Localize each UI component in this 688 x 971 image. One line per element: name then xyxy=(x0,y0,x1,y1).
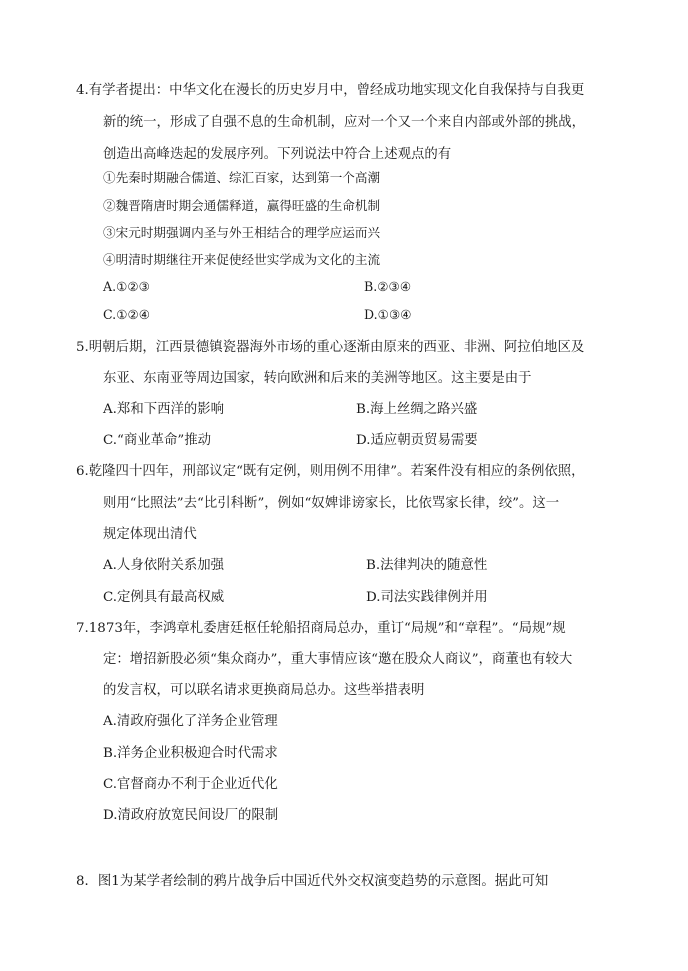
q7-option-c: C.官督商办不利于企业近代化 xyxy=(103,777,278,792)
q4-stem-line-1: 4.有学者提出：中华文化在漫长的历史岁月中，曾经成功地实现文化自我保持与自我更 xyxy=(76,83,585,98)
q4-option-a: A.①②③ xyxy=(103,279,150,294)
q4-stem-line-3: 创造出高峰迭起的发展序列。下列说法中符合上述观点的有 xyxy=(103,147,452,162)
q4-option-c: C.①②④ xyxy=(103,307,151,322)
q5-option-a: A.郑和下西洋的影响 xyxy=(103,402,225,417)
q6-stem-line-1: 6.乾隆四十四年，刑部议定“既有定例，则用例不用律”。若案件没有相应的条例依照， xyxy=(76,464,585,479)
q4-item-3: ③宋元时期强调内圣与外王相结合的理学应运而兴 xyxy=(103,225,381,240)
q4-item-1: ①先秦时期融合儒道、综汇百家，达到第一个高潮 xyxy=(103,170,381,185)
q6-stem-line-3: 规定体现出清代 xyxy=(103,527,197,542)
q4-item-2: ②魏晋隋唐时期会通儒释道，赢得旺盛的生命机制 xyxy=(103,198,381,213)
q5-option-c: C.“商业革命”推动 xyxy=(103,433,212,448)
q5-option-d: D.适应朝贡贸易需要 xyxy=(356,433,478,448)
q6-option-d: D.司法实践律例并用 xyxy=(366,590,488,605)
q6-option-c: C.定例具有最高权威 xyxy=(103,590,225,605)
q4-stem-line-2: 新的统一，形成了自强不息的生命机制，应对一个又一个来自内部或外部的挑战， xyxy=(103,115,586,130)
q5-stem-line-1: 5.明朝后期，江西景德镇瓷器海外市场的重心逐渐由原来的西亚、非洲、阿拉伯地区及 xyxy=(76,340,585,355)
q4-item-4: ④明清时期继往开来促使经世实学成为文化的主流 xyxy=(103,252,381,267)
q6-option-a: A.人身依附关系加强 xyxy=(103,558,225,573)
q5-stem-line-2: 东亚、东南亚等周边国家，转向欧洲和后来的美洲等地区。这主要是由于 xyxy=(103,371,532,386)
q7-stem-line-3: 的发言权，可以联名请求更换商局总办。这些举措表明 xyxy=(103,683,425,698)
q7-option-d: D.清政府放宽民间设厂的限制 xyxy=(103,808,279,823)
q5-option-b: B.海上丝绸之路兴盛 xyxy=(356,402,478,417)
q7-stem-line-1: 7.1873年，李鸿章札委唐廷枢任轮船招商局总办，重订“局规”和“章程”。“局规”规 xyxy=(76,621,566,636)
q7-option-a: A.清政府强化了洋务企业管理 xyxy=(103,714,278,729)
q6-option-b: B.法律判决的随意性 xyxy=(366,558,488,573)
q7-option-b: B.洋务企业积极迎合时代需求 xyxy=(103,746,278,761)
q4-option-d: D.①③④ xyxy=(364,307,412,322)
q7-stem-line-2: 定：增招新股必须“集众商办”，重大事情应该“邀在股众人商议”，商董也有较大 xyxy=(103,652,573,667)
q4-option-b: B.②③④ xyxy=(364,279,412,294)
q6-stem-line-2: 则用“比照法”去“比引科断”，例如“奴婢诽谤家长，比依骂家长律，绞”。这一 xyxy=(103,496,560,511)
q8-stem: 8．图1为某学者绘制的鸦片战争后中国近代外交权演变趋势的示意图。据此可知 xyxy=(76,874,549,889)
